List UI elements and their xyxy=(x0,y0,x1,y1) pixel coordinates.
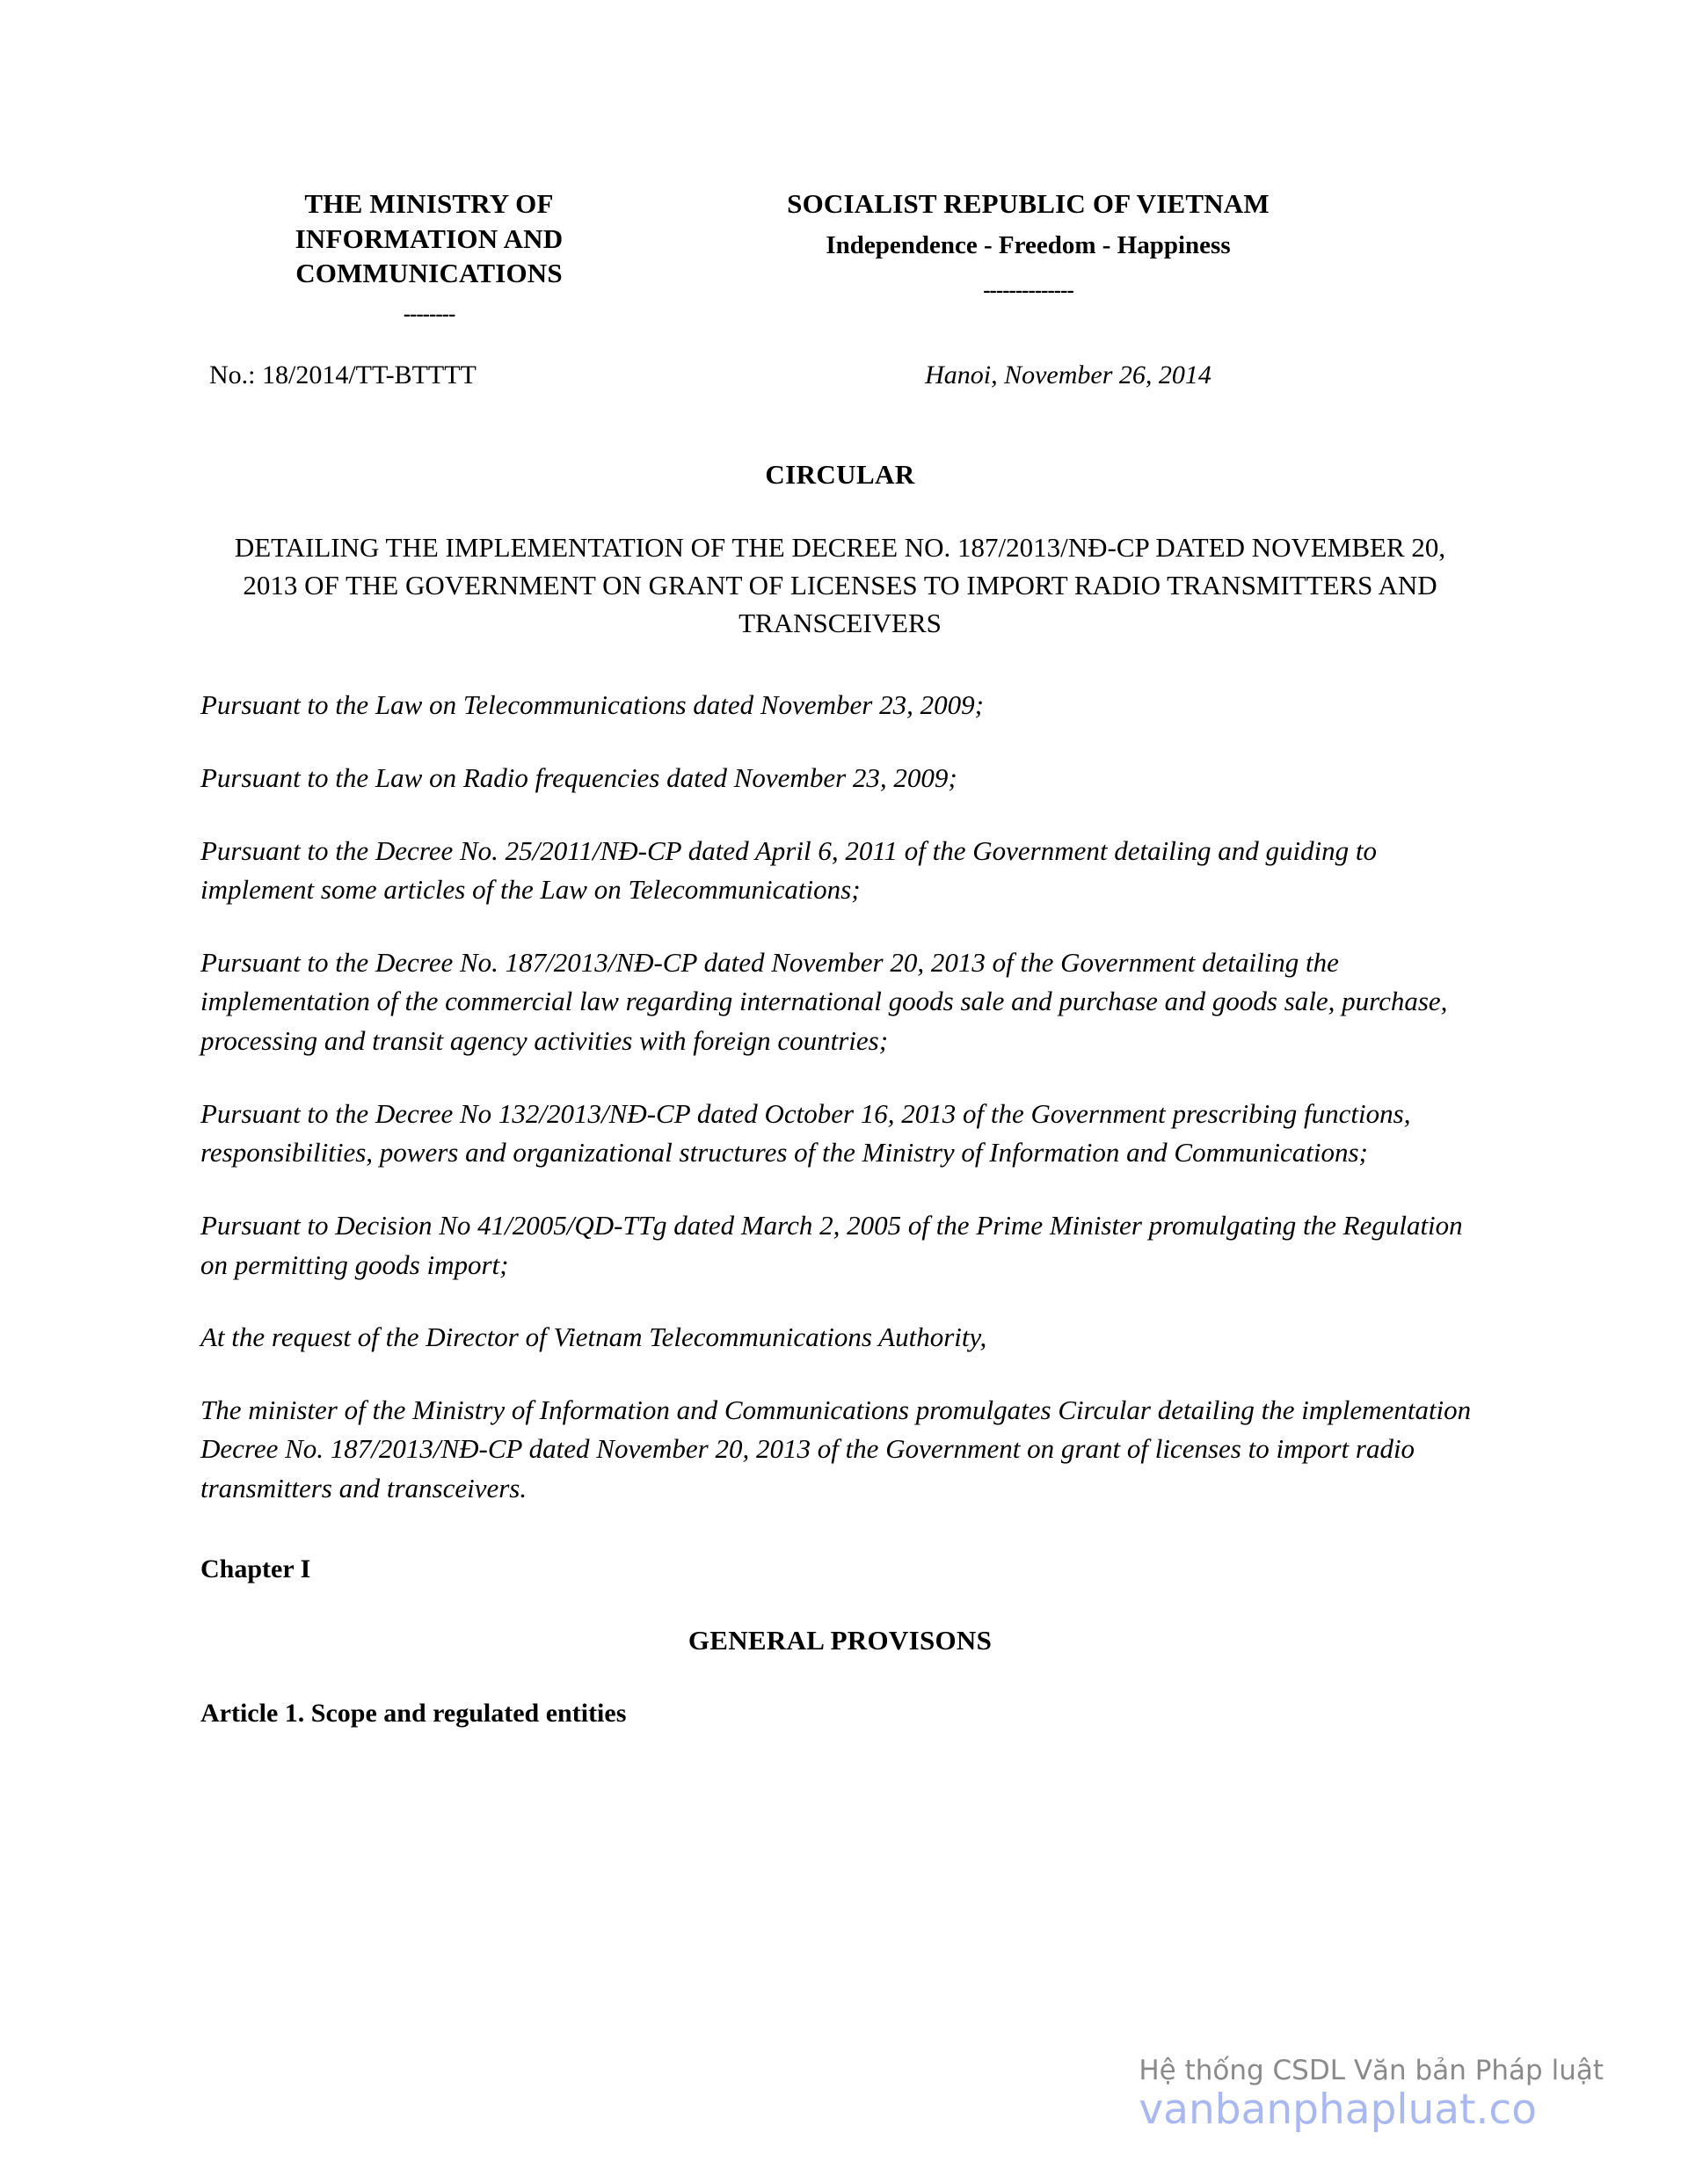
preamble-paragraph: At the request of the Director of Vietnam Telecommunications Authority, xyxy=(200,1321,987,1353)
document-type-title: CIRCULAR xyxy=(765,459,915,491)
preamble-paragraph: Pursuant to the Law on Telecommunications dated November 23, 2009; xyxy=(200,689,984,721)
document-subtitle: DETAILING THE IMPLEMENTATION OF THE DECREE NO. 187/2013/NĐ-CP DATED NOVEMBER 20, 2013 OF THE GOVERNMENT ON GRANT OF LICENSES TO IMPORT RADIO TRANSMITTERS AND TRANSCEIVERS xyxy=(234,532,1446,638)
nation-separator-rule: -------------- xyxy=(983,279,1073,303)
national-motto: Independence - Freedom - Happiness xyxy=(826,231,1231,260)
issuing-agency-block xyxy=(200,186,658,325)
site-watermark xyxy=(1139,2054,1604,2134)
chapter-title: GENERAL PROVISONS xyxy=(688,1624,993,1656)
preamble-paragraph: Pursuant to the Law on Radio frequencies dated November 23, 2009; xyxy=(200,761,957,793)
ministry-line-1: THE MINISTRY OF xyxy=(304,188,554,219)
document-content xyxy=(200,0,1480,1729)
ministry-line-2: INFORMATION AND xyxy=(295,222,564,254)
preamble-paragraph: The minister of the Ministry of Information and Communications promulgates Circular detailing the implementation Decree No. 187/2013/NĐ-CP dated November 20, 2013 of the Government on grant of licenses to import radio transmitters and transceivers. xyxy=(200,1394,1472,1504)
ministry-separator-rule: -------- xyxy=(403,302,455,327)
ministry-line-3: COMMUNICATIONS xyxy=(295,258,563,289)
number-date-row xyxy=(200,360,1480,390)
document-number: No.: 18/2014/TT-BTTTT xyxy=(209,360,477,390)
watermark-tagline: Hệ thống CSDL Văn bản Pháp luật xyxy=(1139,2054,1604,2086)
preamble-paragraph: Pursuant to the Decree No. 187/2013/NĐ-CP dated November 20, 2013 of the Government detailing the implementation of the commercial law regarding international goods sale and purchase and goods sale, purchase, processing and transit agency activities with foreign countries; xyxy=(200,946,1448,1057)
chapter-label: Chapter I xyxy=(200,1554,311,1583)
article-1-heading: Article 1. Scope and regulated entities xyxy=(200,1698,627,1728)
nation-name: SOCIALIST REPUBLIC OF VIETNAM xyxy=(787,188,1270,219)
preamble-paragraph: Pursuant to Decision No 41/2005/QD-TTg dated March 2, 2005 of the Prime Minister promulgating the Regulation on permitting goods import; xyxy=(200,1209,1463,1280)
preamble-paragraph: Pursuant to the Decree No 132/2013/NĐ-CP dated October 16, 2013 of the Government prescribing functions, responsibilities, powers and organizational structures of the Ministry of Information and Communications; xyxy=(200,1097,1411,1168)
national-heading-block xyxy=(658,186,1480,302)
document-header xyxy=(200,0,1480,325)
place-and-date: Hanoi, November 26, 2014 xyxy=(925,360,1211,390)
preamble-paragraph: Pursuant to the Decree No. 25/2011/NĐ-CP dated April 6, 2011 of the Government detailing and guiding to implement some articles of the Law on Telecommunications; xyxy=(200,834,1378,906)
watermark-domain: vanbanphapluat.co xyxy=(1139,2085,1538,2134)
